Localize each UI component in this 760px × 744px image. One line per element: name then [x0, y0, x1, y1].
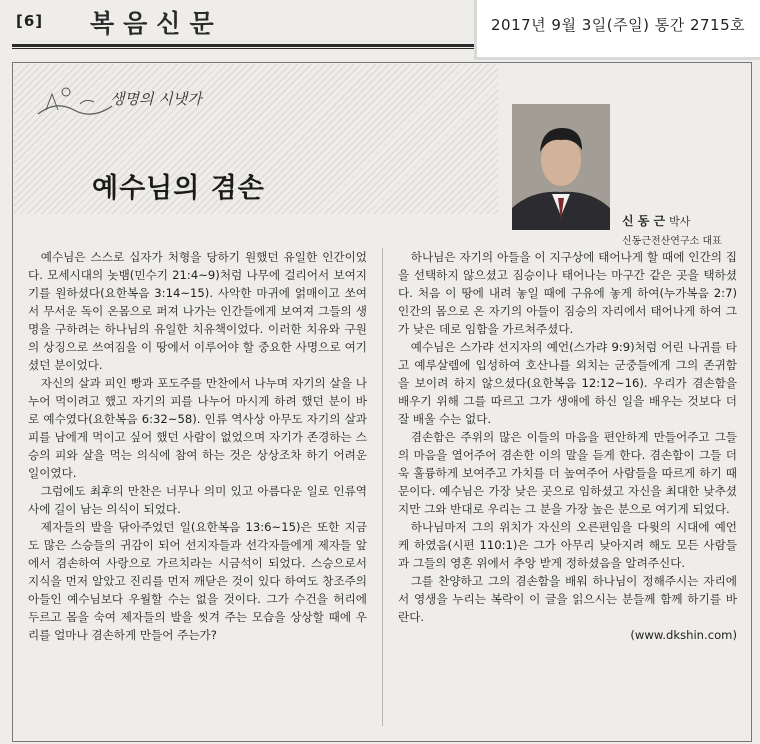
author-name	[622, 212, 690, 229]
author-degree: 박사	[669, 215, 691, 228]
paragraph: 하나님은 자기의 아들을 이 지구상에 태어나게 할 때에 인간의 집을 선택하지 않으셨고 짐승이나 태어나는 마구간 같은 곳을 택하셨다. 처음 이 땅에 내려 놓일 때에 구유에 놓게 하여(누가복음 2:7) 인간의 몸으로 온 자기의 아들이 짐승의 자리에서 태어나게 하여 그가 낮은 데로 임함을 가르쳐주셨다.	[398, 250, 737, 336]
author-photo	[512, 104, 610, 230]
paragraph: 하나님마저 그의 위치가 자신의 오른편임을 다윗의 시대에 예언케 하였음(시편 110:1)은 그가 아무리 낮아지려 해도 모든 사람들과 그들의 영혼 위에서 추앙 받게 정하셨음을 알려주신다.	[398, 520, 737, 570]
paragraph: 자신의 살과 피인 빵과 포도주를 만찬에서 나누며 자기의 살을 나누어 먹이려고 했고 자기의 피를 나누어 마시게 하려 했던 분이 바로 예수였다(요한복음 6:32~58). 인류 역사상 아무도 자기의 살과 피를 남에게 먹이고 싶어 했던 사람이 없었으며 자기가 존경하는 스승의 피와 살을 먹는 의식에 참여 하는 것은 상상조차 하기 어려운 일이였다.	[28, 376, 367, 480]
paragraph: 그럼에도 최후의 만찬은 너무나 의미 있고 아름다운 일로 인류역사에 길이 남는 의식이 되었다.	[28, 484, 367, 516]
paragraph: 제자들의 발을 닦아주었던 일(요한복음 13:6~15)은 또한 지금도 많은 스승들의 귀감이 되어 선지자들과 선각자들에게 제자들 앞에서 겸손하여 사랑으로 가르치라는 시금석이 되었다. 스승으로서 지식을 먼저 알았고 진리를 먼저 깨닫은 것이 있다 하여도 창조주의 아들인 예수님보다 우월할 수는 없을 것이다. 그가 수건을 허리에 두르고 몸을 숙여 제자들의 발을 씻겨 주는 모습을 상상할 때에 우리를 얼마나 겸손하게 만들어 주는가?	[28, 520, 367, 642]
author-website: (www.dkshin.com)	[630, 628, 737, 642]
series-title: 생명의 시냇가	[110, 90, 202, 108]
article-column-left	[28, 248, 367, 738]
issue-box	[474, 0, 760, 60]
article-title: 예수님의 겸손	[92, 173, 265, 204]
author-name-text: 신 동 근	[622, 214, 666, 228]
newspaper-title: 복음신문	[90, 9, 223, 38]
header-rule	[12, 44, 474, 47]
paragraph: 예수님은 스스로 십자가 처형을 당하기 원했던 유일한 인간이었다. 모세시대의 놋뱀(민수기 21:4~9)처럼 나무에 걸리어서 보여지기를 원하셨다(요한복음 3:14~15). 사악한 마귀에 얽매이고 쏘여서 무서운 독이 온몸으로 퍼져 나가는 인간들에게 보여져 그들의 생명을 구하려는 하나님의 유일한 치유책이었다. 이러한 치유와 구원의 상징으로 쓰여짐을 이 땅에서 이루어야 할 중요한 사명으로 여기셨던 분이었다.	[28, 250, 367, 372]
column-divider	[382, 248, 383, 726]
article-column-right	[398, 248, 737, 738]
paragraph: 겸손함은 주위의 많은 이들의 마음을 편안하게 만들어주고 그들의 마음을 열어주어 겸손한 이의 말을 듣게 한다. 겸손함이 그들 더욱 훌륭하게 보여주고 가치를 더 높여주어 사람들을 따르게 하기 때문이다. 예수님은 가장 낮은 곳으로 임하셨고 자신을 최대한 낮추셨지만 그와 반대로 우리는 그 분을 가장 높은 분으로 여기게 되었다.	[398, 430, 737, 516]
header-rule-thin	[12, 48, 474, 49]
author-affiliation: 신동근전산연구소 대표	[622, 236, 722, 247]
page-number: [6]	[16, 12, 44, 30]
paragraph: 그를 찬양하고 그의 겸손함을 배워 하나님이 정해주시는 자리에서 영생을 누리는 복락이 이 글을 읽으시는 분들께 함께 하기를 바란다.	[398, 574, 737, 624]
issue-date: 2017년 9월 3일(주일) 통간 2715호	[491, 16, 746, 34]
paragraph: 예수님은 스가랴 선지자의 예언(스가랴 9:9)처럼 어린 나귀를 타고 예루살렘에 입성하여 호산나를 외치는 군중들에게 그의 존귀함을 보이려 하지 않으셨다(요한복음 12:12~16). 우리가 겸손함을 배우기 위해 그를 따르고 그가 생애에 하신 일을 배우는 것보다 더 잘 배울 수는 없다.	[398, 340, 737, 426]
landscape-sketch-icon	[36, 80, 116, 120]
